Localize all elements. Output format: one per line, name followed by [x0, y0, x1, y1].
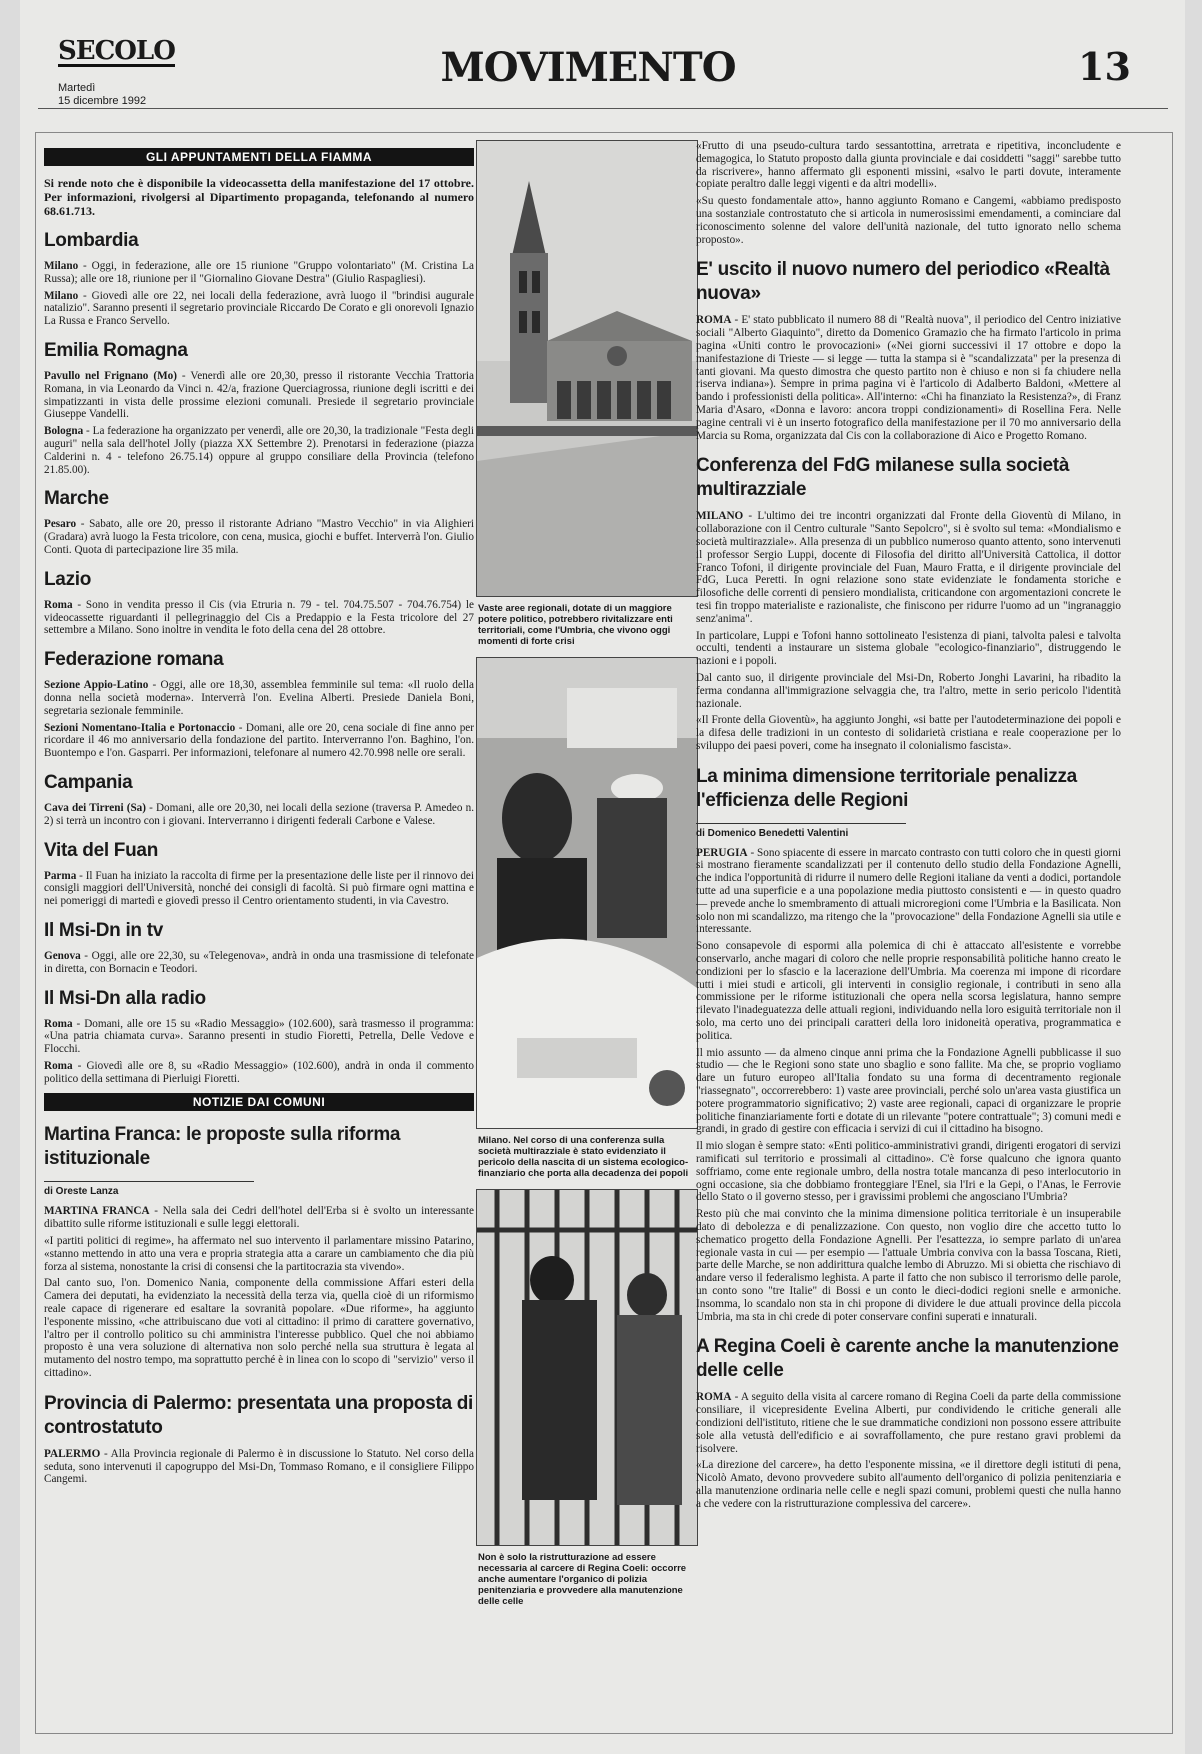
paragraph-text: - Sono spiacente di essere in marcato contrasto con tutti coloro che in questi giorni si mostrano fieramente scandalizzati per il contenuto dello studio della Fondazione Agnelli, che indica l'opportunità di ridurre il numero delle Regioni italiane da venti a dodici, portandole tutte ad una superficie e a una popolazione media piuttosto consistenti e — in questo quadro — prevede anche lo smembramento di attuali microregioni come l'Umbria e la Basilicata. Non solo non mi scandalizzo, ma ritengo che la "provocazione" della Fondazione Agnelli sia utile e interessante.: [696, 846, 1121, 936]
article-byline: di Domenico Benedetti Valentini: [696, 823, 906, 839]
dateline: ROMA: [696, 1391, 732, 1404]
paragraph-text: - E' stato pubblicato il numero 88 di "Realtà nuova", il periodico del Centro iniziative sociali "Alberto Giaquinto", diretto da Domenico Gramazio che ha firmato l'articolo in prima pagina «Uniti contro le provocazioni» («Nei giorni successivi il 17 ottobre e dopo la manifestazione di Trieste — si legge — tutta la stampa si è "scandalizzata" per la presenza di tanti giovani. Ma questo dimostra che questo partito non è chiuso e non si fa chiudere nella riserva indiana»). Sempre in prima pagina vi è l'articolo di Adalberto Baldoni, «Mettere al bando i professionisti della politica». All'interno: «Chi ha finanziato la Resistenza?», di Franz Maria d'Asaro, «Donna e lavoro: ancora troppi condizionamenti» di Rosellina Fera. Nelle pagine centrali vi è un inserto fotografico della manifestazione per il 70 mo anniversario della Marcia su Roma, organizzata dal Cis con la collaborazione di Aico e Progetto Romano.: [696, 314, 1121, 442]
notice-place: Roma: [44, 1017, 73, 1030]
article-paragraph: Resto più che mai convinto che la minima dimensione politica territoriale è un insuperabile dato di debolezza e di penalizzazione. Con questo, non voglio dire che accetto tutto lo schematico progetto della Fondazione Agnelli. Per l'esattezza, io sempre parlato di un'area regionale vasta in cui — per esempio — l'attuale Umbria conviva con la bassa Toscana, Rieti, parte delle Marche, se non addirittura qualche lembo di Abruzzo. Mi si obietta che rischiavo di andare verso il federalismo leghista. A parte il fatto che non subisco il terrorismo delle parole, un conto sono "tre Italie" di Bossi e un conto le dieci-dodici regioni snelle e armoniche. Insomma, lo scandalo non sta in chi propone di dividere le due attuali province della piccola Umbria, ma sta in chi crede di poter conservare confini superati e innaturali.: [696, 1208, 1121, 1323]
masthead: [38, 30, 1168, 107]
article-paragraph: «Il Fronte della Gioventù», ha aggiunto Jonghi, «si batte per l'autodeterminazione dei popoli e la difesa delle tradizioni in un contesto di solidarietà cristiana e reale cooperazione per lo sviluppo dei paesi poveri, come ha insegnato il colonialismo fascista».: [696, 714, 1121, 752]
notice-place: Sezione Appio-Latino: [44, 679, 149, 692]
notice-place: Roma: [44, 598, 73, 611]
article-headline: A Regina Coeli è carente anche la manutenzione delle celle: [696, 1336, 1119, 1382]
notice-text: - Giovedì alle ore 22, nei locali della federazione, avrà luogo il "brindisi augurale natalizio". Saranno presenti il segretario provinciale Riccardo De Corato e gli onorevoli Ignazio La Russa e Franco Servello.: [44, 289, 474, 328]
article-paragraph: In particolare, Luppi e Tofoni hanno sottolineato l'esistenza di piani, talvolta palesi e talvolta occulti, tendenti a instaurare un sistema globale "ecologico-finanziario", distruggendo le nazioni e i popoli.: [696, 629, 1121, 668]
notice-text: - Sabato, alle ore 20, presso il ristorante Adriano "Mastro Vecchio" in via Alighieri (Gradara) avrà luogo la Festa tricolore, con cena, musica, giochi e buffet. Interverrà l'on. Giulio Conti. Quota di partecipazione lire 35 mila.: [44, 518, 474, 556]
article-paragraph: «I partiti politici di regime», ha affermato nel suo intervento il parlamentare missino Patarino, «stanno mettendo in atto una vera e propria strategia atta a carare un cambiamento che dia più forza al sistema, nonostante la crisi di consensi che la partitocrazia sta vivendo».: [44, 1235, 474, 1273]
article-paragraph: Il mio assunto — da almeno cinque anni prima che la Fondazione Agnelli pubblicasse il suo studio — che le Regioni sono state uno sbaglio e sono fallite. Ma che, se proprio vogliamo dare un futuro europeo all'Italia fondato su una forma di decentramento regionale "riassegnato", occorrerebbero: 1) vaste aree provinciali, perché solo un'area vasta giustifica un potere programmatorio significativo; 2) vaste aree regionali, capaci di organizzare le proprie politiche finanziariamente forti e dotate di un rilevante "potere contrattuale"; 3) comuni medi e grandi, in grado di gestire con efficacia i servizi di cui il cittadino ha bisogno.: [696, 1046, 1121, 1136]
paragraph-text: - A seguito della visita al carcere romano di Regina Coeli da parte della commissione consiliare, il vicepresidente Evelina Alberti, pur condividendo le critiche generali alle condizioni dell'istituto, ritiene che le sue drammatiche condizioni non possono essere attribuite sole alla vetustà dell'edificio e ai sovraffollamento, che pure restano gravi problemi da risolvere.: [696, 1391, 1121, 1455]
notice-place: Cava dei Tirreni (Sa): [44, 801, 146, 814]
banner-notizie-comuni: NOTIZIE DAI COMUNI: [44, 1093, 474, 1111]
dateline: MARTINA FRANCA: [44, 1205, 150, 1218]
article-headline: Martina Franca: le proposte sulla riforma istituzionale: [44, 1124, 401, 1170]
photo-caption: Non è solo la ristrutturazione ad essere necessaria al carcere di Regina Coeli: occorre anche aumentare l'organico di polizia penitenziaria e provvedere alla manutenzione delle celle: [478, 1552, 687, 1607]
article-headline: Provincia di Palermo: presentata una proposta di controstatuto: [44, 1392, 474, 1438]
notice: [44, 370, 474, 421]
photo-caption: Vaste aree regionali, dotate di un maggiore potere politico, potrebbero rivitalizzare enti territoriali, come l'Umbria, che vivono oggi momenti di forte crisi: [478, 603, 673, 647]
notice: [44, 1060, 474, 1086]
article-paragraph: Sono consapevole di espormi alla polemica di chi è attaccato all'esistente e vorrebbe conservarlo, anche magari di coloro che nelle proprie responsabilità politiche hanno creato le condizioni per lo sfascio e la lacerazione dell'Umbria. Ma coerenza mi impone di ricordare tutti i miei studi e articoli, gli interventi in consiglio regionale, i contributi in seno alla commissione per le riforme istituzionali che opera nella scorsa legislatura, hanno sempre rilevato l'inadeguatezza delle attuali regioni, individuando nella loro esiguità territoriale non il solo, ma certo uno dei principali caratteri della loro inidoneità operativa, programmatica e politica.: [696, 940, 1121, 1042]
column-articles: [696, 140, 1121, 1515]
newspaper-page: [20, 0, 1185, 1754]
issue-day: Martedì: [58, 82, 96, 94]
article-paragraph: «Su questo fondamentale atto», hanno aggiunto Romano e Cangemi, «abbiamo predisposto una sostanziale controstatuto che si articola in numerosissimi emendamenti, a cominciare dal riconoscimento solenne del valore dell'unità nazionale, del tutto ignorato nello schema proposto».: [696, 195, 1121, 246]
section-title: MOVIMENTO: [440, 44, 736, 91]
article-paragraph: [696, 510, 1121, 625]
article-paragraph: Dal canto suo, il dirigente provinciale del Msi-Dn, Roberto Jonghi Lavarini, ha ribadito la ferma condanna all'immigrazione selvaggia che, tra l'altro, mette in serio pericolo l'identità nazionale.: [696, 671, 1121, 710]
article-paragraph: «Frutto di una pseudo-cultura tardo sessantottina, arretrata e ripetitiva, inconcludente e demagogica, lo Statuto proposto dalla giunta provinciale e dai cosiddetti "saggi" sarebbe tutto da riscrivere», hanno affermato gli esponenti missini, «salvo le parti dovute, interamente copiate peraltro dalle leggi vigenti e da altri modelli».: [696, 140, 1121, 191]
notice-text: - Giovedì alle ore 8, su «Radio Messaggio» (102.600), andrà in onda il commento politico della settimana di Pierluigi Fioretti.: [44, 1059, 474, 1085]
article-paragraph: [44, 1205, 474, 1231]
article-headline: E' uscito il nuovo numero del periodico «Realtà nuova»: [696, 259, 1110, 305]
dateline: PALERMO: [44, 1447, 101, 1460]
notice-place: Milano: [44, 289, 79, 302]
page-number: 13: [1078, 44, 1131, 89]
notice-place: Roma: [44, 1059, 73, 1072]
region-heading: Campania: [44, 771, 133, 793]
article-paragraph: «La direzione del carcere», ha detto l'esponente missina, «e il direttore degli istituti di pena, Nicolò Amato, devono provvedere subito all'aumento dell'organico di polizia penitenziaria e alla manutenzione ordinaria nelle celle e negli spazi comuni, problemi questi che nulla hanno a che vedere con la ristrutturazione complessiva del carcere».: [696, 1459, 1121, 1510]
notice: [44, 260, 474, 286]
notice-place: Parma: [44, 869, 77, 882]
article-byline: di Oreste Lanza: [44, 1181, 254, 1197]
cathedral-photo-illustration: [477, 141, 697, 596]
issue-date-text: 15 dicembre 1992: [58, 95, 147, 107]
notice-place: Bologna: [44, 425, 84, 438]
notice-place: Pavullo nel Frignano (Mo): [44, 369, 177, 382]
column-photos: [476, 140, 698, 1617]
notice: [44, 950, 474, 976]
conference-photo-illustration: [477, 658, 697, 1128]
notice: [44, 518, 474, 556]
notice-text: - Domani, alle ore 20, cena sociale di fine anno per ricordare il 46 mo anniversario della fondazione del partito. Interverranno l'on. Baghino, l'on. Buontempo e l'on. Gasparri. Per informazioni, telefonare al numero 42.70.998 nelle ore serali.: [44, 721, 474, 760]
article-headline: Conferenza del FdG milanese sulla società multirazziale: [696, 455, 1070, 501]
dateline: ROMA: [696, 314, 732, 327]
notice: [44, 802, 474, 828]
notice-text: - Domani, alle ore 15 su «Radio Messaggio» (102.600), sarà trasmesso il programma: «Una patria chiamata curva». Saranno presenti in studio Fioretti, Petrella, Delle Vedove e Flocchi.: [44, 1017, 474, 1056]
notice-text: - Venerdì alle ore 20,30, presso il ristorante Vecchia Trattoria Romana, in via Leonardo da Vinci n. 42/a, frazione Querciagrossa, riunione degli iscritti e dei simpatizzanti in vista delle prossime elezioni comunali. Presiede il segretario provinciale Giuseppe Vandelli.: [44, 369, 474, 421]
paragraph-text: - Nella sala dei Cedri dell'hotel dell'Erba si è svolto un interessante dibattito sulle riforme istituzionali e sulle leggi elettorali.: [44, 1205, 474, 1231]
notice-place: Pesaro: [44, 518, 77, 531]
article-paragraph: [44, 1448, 474, 1486]
paragraph-text: - Alla Provincia regionale di Palermo è in discussione lo Statuto. Nel corso della seduta, sono intervenuti il capogruppo del Msi-Dn, Tommaso Romano, e il consigliere Filippo Cangemi.: [44, 1447, 474, 1486]
prison-photo-illustration: [477, 1190, 697, 1545]
notice-text: - Oggi, alle ore 22,30, su «Telegenova», andrà in onda una trasmissione di telefonate in diretta, con Bornacin e Teodori.: [44, 949, 474, 975]
notice-text: - Sono in vendita presso il Cis (via Etruria n. 79 - tel. 704.75.507 - 704.76.754) le videocassette riguardanti il pellegrinaggio del Cis a Predappio e la Festa tricolore del 27 settembre a Milano. Sono inoltre in vendita le foto della cena del 28 ottobre.: [44, 598, 474, 637]
banner-appuntamenti: GLI APPUNTAMENTI DELLA FIAMMA: [44, 148, 474, 166]
notice-place: Genova: [44, 949, 81, 962]
region-heading: Lombardia: [44, 230, 139, 251]
notice: [44, 722, 474, 760]
header-rule: [38, 108, 1168, 109]
region-heading: Marche: [44, 488, 109, 510]
region-heading: Il Msi-Dn alla radio: [44, 987, 206, 1009]
notice-text: - Domani, alle ore 20,30, nei locali della sezione (traversa P. Amedeo n. 2) si terrà un incontro con i giovani. Interverranno i dirigenti federali Carbone e Valese.: [44, 801, 474, 827]
article-paragraph: Il mio slogan è sempre stato: «Enti politico-amministrativi grandi, dirigenti erogatori di servizi ramificati sul territorio e prossimali al cittadino». C'è forse qualcuno che ignora quanto soffriamo, come ente regionale umbro, della nostra totale mancanza di peso interlocutorio in ogni occasione, sia che dobbiamo fronteggiare l'Enel, sia l'Iri e la Gepi, o l'Anas, le Ferrovie dello Stato o il governo stesso, per i gravissimi problemi che angosciano l'Umbria?: [696, 1140, 1121, 1204]
dateline: MILANO: [696, 510, 744, 523]
paragraph-text: - L'ultimo dei tre incontri organizzati dal Fronte della Gioventù di Milano, in collaborazione con il Centro culturale "Santo Sepolcro", si è svolto sul tema: «Mondialismo e società multirazziale». Alla presenza di un pubblico numeroso quanto attento, sono intervenuti il professor Sergio Luppi, docente di Filosofia del diritto all'Università Cattolica, il dottor Franco Tofoni, il dirigente provinciale del Fuan, Mauro Fratta, e il dirigente provinciale del FdG, Luca Peretti. In ogni relazione sono state evidenziate le fondamenta storiche e filosofiche delle correnti di pensiero mondialista, criticandone con argomentazioni concrete le tesi fin troppo materialiste e razionaliste, che finiscono per ridurre l'uomo ad un "ingranaggio senz'anima".: [696, 510, 1121, 625]
notice-text: - Oggi, in federazione, alle ore 15 riunione "Gruppo volontariato" (M. Cristina La Russa); alle ore 18, riunione per il "Giornalino Giovane Destra" (Giulio Raspagliesi).: [44, 260, 474, 285]
notice-text: - La federazione ha organizzato per venerdì, alle ore 20,30, la tradizionale "Festa degli auguri" nella sala dell'hotel Jolly (piazza XX Settembre 2). Prenotarsi in federazione (piazza Calderini n. 4 - telefono 26.75.14) oppure al gruppo consiliare della Provincia (telefono 21.85.00).: [44, 425, 474, 476]
region-heading: Lazio: [44, 568, 92, 590]
article-paragraph: [696, 1391, 1121, 1455]
column-appointments: [44, 140, 474, 1490]
photo-caption: Milano. Nel corso di una conferenza sulla società multirazziale è stato evidenziato il pericolo della nascita di un sistema ecologico-finanziario che porta alla decadenza dei popoli: [478, 1135, 689, 1179]
notice: [44, 290, 474, 328]
notice-text: - Oggi, alle ore 18,30, assemblea femminile sul tema: «Il ruolo della donna nella società moderna». Interverrà l'on. Evelina Alberti. Presiede Daniela Boni, segretaria sezionale femminile.: [44, 679, 474, 717]
notice: [44, 425, 474, 476]
newspaper-logo: SECOLO: [58, 36, 175, 66]
notice-place: Sezioni Nomentano-Italia e Portonaccio: [44, 721, 236, 734]
article-paragraph: Dal canto suo, l'on. Domenico Nania, componente della commissione Affari esteri della Camera dei deputati, ha evidenziato la necessità della terza via, quella cioè di un riformismo reale capace di rigenerare ed esaltare la sovranità popolare. «Due riforme», ha aggiunto l'esponente missino, «che attribuiscano due voti al cittadino: il primo di carattere governativo, l'altro per il controllo politico su chi amministra l'interesse pubblico. Quel che noi abbiamo proposto è una vera soluzione di alternativa non solo perché nella sua struttura è legata al mutamento del nostro tempo, ma soprattutto perché è in linea con lo scopo di "servizio" verso il cittadino».: [44, 1277, 474, 1380]
region-heading: Vita del Fuan: [44, 839, 158, 861]
region-heading: Il Msi-Dn in tv: [44, 919, 164, 941]
notice: [44, 1018, 474, 1056]
article-paragraph: [696, 314, 1121, 442]
notice-place: Milano: [44, 260, 79, 272]
article-paragraph: [696, 847, 1121, 937]
notice: [44, 870, 474, 908]
photo-prison: [476, 1189, 698, 1546]
dateline: PERUGIA: [696, 846, 748, 859]
region-heading: Federazione romana: [44, 649, 224, 671]
article-headline: La minima dimensione territoriale penalizza l'efficienza delle Regioni: [696, 765, 1077, 811]
notice-text: - Il Fuan ha iniziato la raccolta di firme per la presentazione delle liste per il rinnovo dei consigli maggiori dell'Università, nonché dei consigli di facoltà. Si può firmare ogni mattina e nei pomeriggi di martedì e giovedì presso il Centro orientamento studenti, in via Cavestro.: [44, 869, 474, 908]
notice: [44, 679, 474, 717]
notice: [44, 599, 474, 637]
region-heading: Emilia Romagna: [44, 339, 188, 361]
photo-conference: [476, 657, 698, 1129]
photo-cathedral: [476, 140, 698, 597]
intro-text: Si rende noto che è disponibile la videocassetta della manifestazione del 17 ottobre. Per informazioni, rivolgersi al Dipartimento propaganda, telefonando al numero 68.61.713.: [44, 176, 474, 218]
issue-date: [58, 82, 146, 108]
